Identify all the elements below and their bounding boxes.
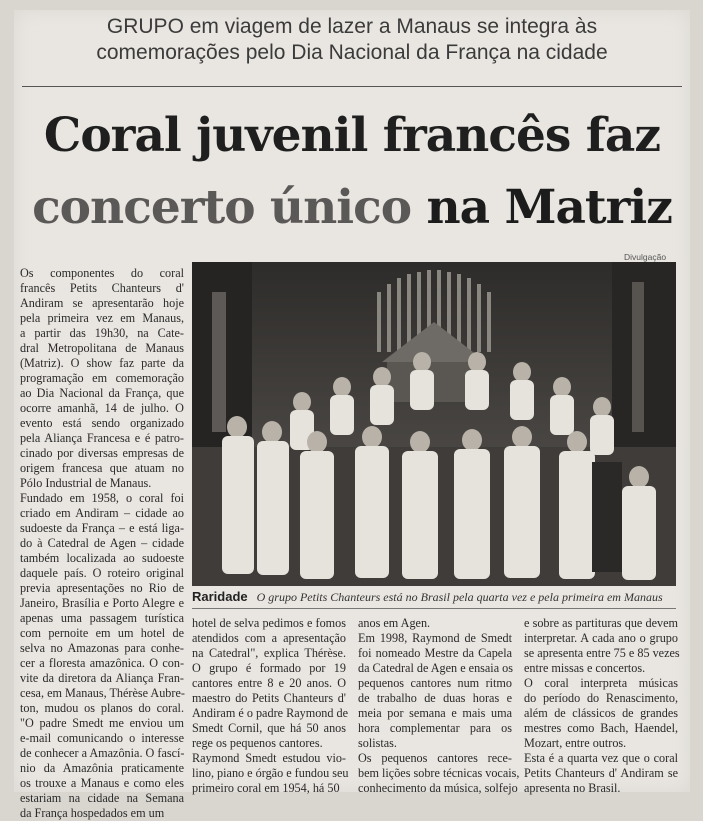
article-line: estariam na cidade na Semana <box>20 791 184 805</box>
article-line: maestro do Petits Chanteurs d' <box>192 691 346 705</box>
article-line: a partir das 19h30, na Cate- <box>20 326 184 340</box>
article-line: Andiram se apresentarão hoje <box>20 296 184 310</box>
article-line: foi nomeado Mestre da Capela <box>358 646 512 660</box>
article-line: do à Catedral de Agen – cidade <box>20 536 184 550</box>
article-line: meia por semana e mais uma <box>358 706 512 720</box>
article-line: hora complementar para os <box>358 721 512 735</box>
article-line: ton, mudou os planos do coral. <box>20 701 184 715</box>
article-line: de conhecer a Amazônia. O fascí- <box>20 746 185 760</box>
article-line: rege os pequenos cantores. <box>192 736 323 750</box>
headline-line-1: Coral juvenil francês faz <box>43 108 661 163</box>
article-line: francês Petits Chanteurs d' <box>20 281 184 295</box>
article-column-3 <box>358 616 520 796</box>
article-line: cinado por diversas empresas de <box>20 446 184 460</box>
article-line: Mozart, entre outros. <box>524 736 627 750</box>
article-line: nio da Amazônia praticamente <box>20 761 184 775</box>
photo-credit: Divulgação <box>624 252 667 262</box>
article-line: pela Aliança Francesa e é patro- <box>20 431 184 445</box>
article-line: sudoeste da França – e está liga- <box>20 521 184 535</box>
article-line: Raymond Smedt estudou vio- <box>192 751 346 765</box>
article-line: primeiro coral em 1954, há 50 <box>192 781 340 795</box>
caption-text: O grupo Petits Chanteurs está no Brasil pela quarta vez e pela primeira em Manaus <box>256 590 663 604</box>
article-line: cesa, em Manaus, Thérèse Aubre- <box>20 686 185 700</box>
article-line: de trabalho de duas horas e <box>358 691 512 705</box>
article-line: ao Dia Nacional da França, que <box>20 386 184 400</box>
article-line: solistas. <box>358 736 397 750</box>
article-line: Os pequenos cantores rece- <box>358 751 512 765</box>
divider-rule <box>22 86 682 87</box>
article-line: e sobre as partituras que devem <box>524 616 678 630</box>
article-line: anos em Agen. <box>358 616 431 630</box>
choir-photo <box>192 262 676 586</box>
article-line: evento está sendo organizado <box>20 416 184 430</box>
article-line: entre missas e concertos. <box>524 661 646 675</box>
article-line: apenas uma passagem turística <box>20 611 184 625</box>
article-line: Andiram é o padre Raymond de <box>192 706 349 720</box>
article-line: apresenta no Brasil. <box>524 781 621 795</box>
article-line: Fundado em 1958, o coral foi <box>20 491 184 505</box>
photo-caption <box>192 589 676 605</box>
article-line: os trouxe a Manaus e como eles <box>20 776 184 790</box>
caption-lead: Raridade <box>192 589 248 604</box>
article-line: e-mail comunicando o interesse <box>20 731 184 745</box>
article-line: na Catedral", explica Thérèse. <box>192 646 346 660</box>
article-line: hotel de selva pedimos e fomos <box>192 616 346 630</box>
article-column-2 <box>192 616 349 796</box>
article-column-4 <box>524 616 678 796</box>
caption-divider <box>192 608 676 609</box>
article-line: bem lições sobre técnicas vocais, <box>358 766 520 780</box>
article-line: origem francesa que atuam no <box>20 461 184 475</box>
article-line: Em 1998, Raymond de Smedt <box>358 631 512 645</box>
article-line: dral Metropolitana de Manaus <box>20 341 184 355</box>
article-line: vite da diretora da Aliança Fran- <box>20 671 184 685</box>
article-column-1 <box>20 266 184 821</box>
article-line: pequenos cantores num ritmo <box>358 676 512 690</box>
article-line: "O padre Smedt me enviou um <box>20 716 184 730</box>
article-line: criado em Andiram – cidade ao <box>20 506 184 520</box>
article-line: daquele país. O roteiro original <box>20 566 184 580</box>
article-line: se apresenta entre 75 e 85 vezes <box>524 646 680 660</box>
newspaper-clipping <box>14 10 690 820</box>
article-line: além de clássicos de grandes <box>524 706 678 720</box>
headline-line-2 <box>14 180 690 235</box>
article-line: Pólo Industrial de Manaus. <box>20 476 152 490</box>
article-line: mestres como Bach, Haendel, <box>524 721 678 735</box>
article-line: lino, piano e órgão e fundou seu <box>192 766 349 780</box>
article-line: Petits Chanteurs d' Andiram se <box>524 766 678 780</box>
article-line: atendidos com a apresentação <box>192 631 346 645</box>
article-line: Esta é a quarta vez que o coral <box>524 751 678 765</box>
article-line: com pernoite em um hotel de <box>20 626 184 640</box>
article-line: da França hospedados em um <box>20 806 165 820</box>
article-line: O coral interpreta músicas <box>524 676 678 690</box>
headline-gray-part: concerto único <box>32 180 412 235</box>
article-line: do período do Renascimento, <box>524 691 678 705</box>
article-line: selva no Amazonas para conhe- <box>20 641 184 655</box>
article-line: Janeiro, Brasília e Porto Alegre e <box>20 596 184 610</box>
kicker-line-1: GRUPO em viagem de lazer a Manaus se integra às <box>106 15 598 38</box>
article-line: cantores entre 8 e 20 anos. O <box>192 676 346 690</box>
article-line: Smedt Cornil, que há 50 anos <box>192 721 346 735</box>
article-line: ocorre amanhã, 14 de julho. O <box>20 401 184 415</box>
kicker <box>14 14 690 66</box>
article-line: (Matriz). O show faz parte da <box>20 356 184 370</box>
article-line: interpretar. A cada ano o grupo <box>524 631 678 645</box>
article-line: cer a floresta amazônica. O con- <box>20 656 184 670</box>
headline-dark-part: na Matriz <box>426 180 672 235</box>
article-line: pela primeira vez em Manaus, <box>20 311 184 325</box>
article-line: conhecimento da música, solfejo <box>358 781 518 795</box>
kicker-line-2: comemorações pelo Dia Nacional da França na cidade <box>96 41 608 64</box>
article-line: previa apresentações no Rio de <box>20 581 184 595</box>
article-line: da Catedral de Agen e ensaia os <box>358 661 513 675</box>
article-line: O grupo é formado por 19 <box>192 661 346 675</box>
article-line: Os componentes do coral <box>20 266 184 280</box>
article-line: programação em comemoração <box>20 371 184 385</box>
article-line: também localizada ao sudoeste <box>20 551 184 565</box>
choir-photo-illustration <box>192 262 676 586</box>
